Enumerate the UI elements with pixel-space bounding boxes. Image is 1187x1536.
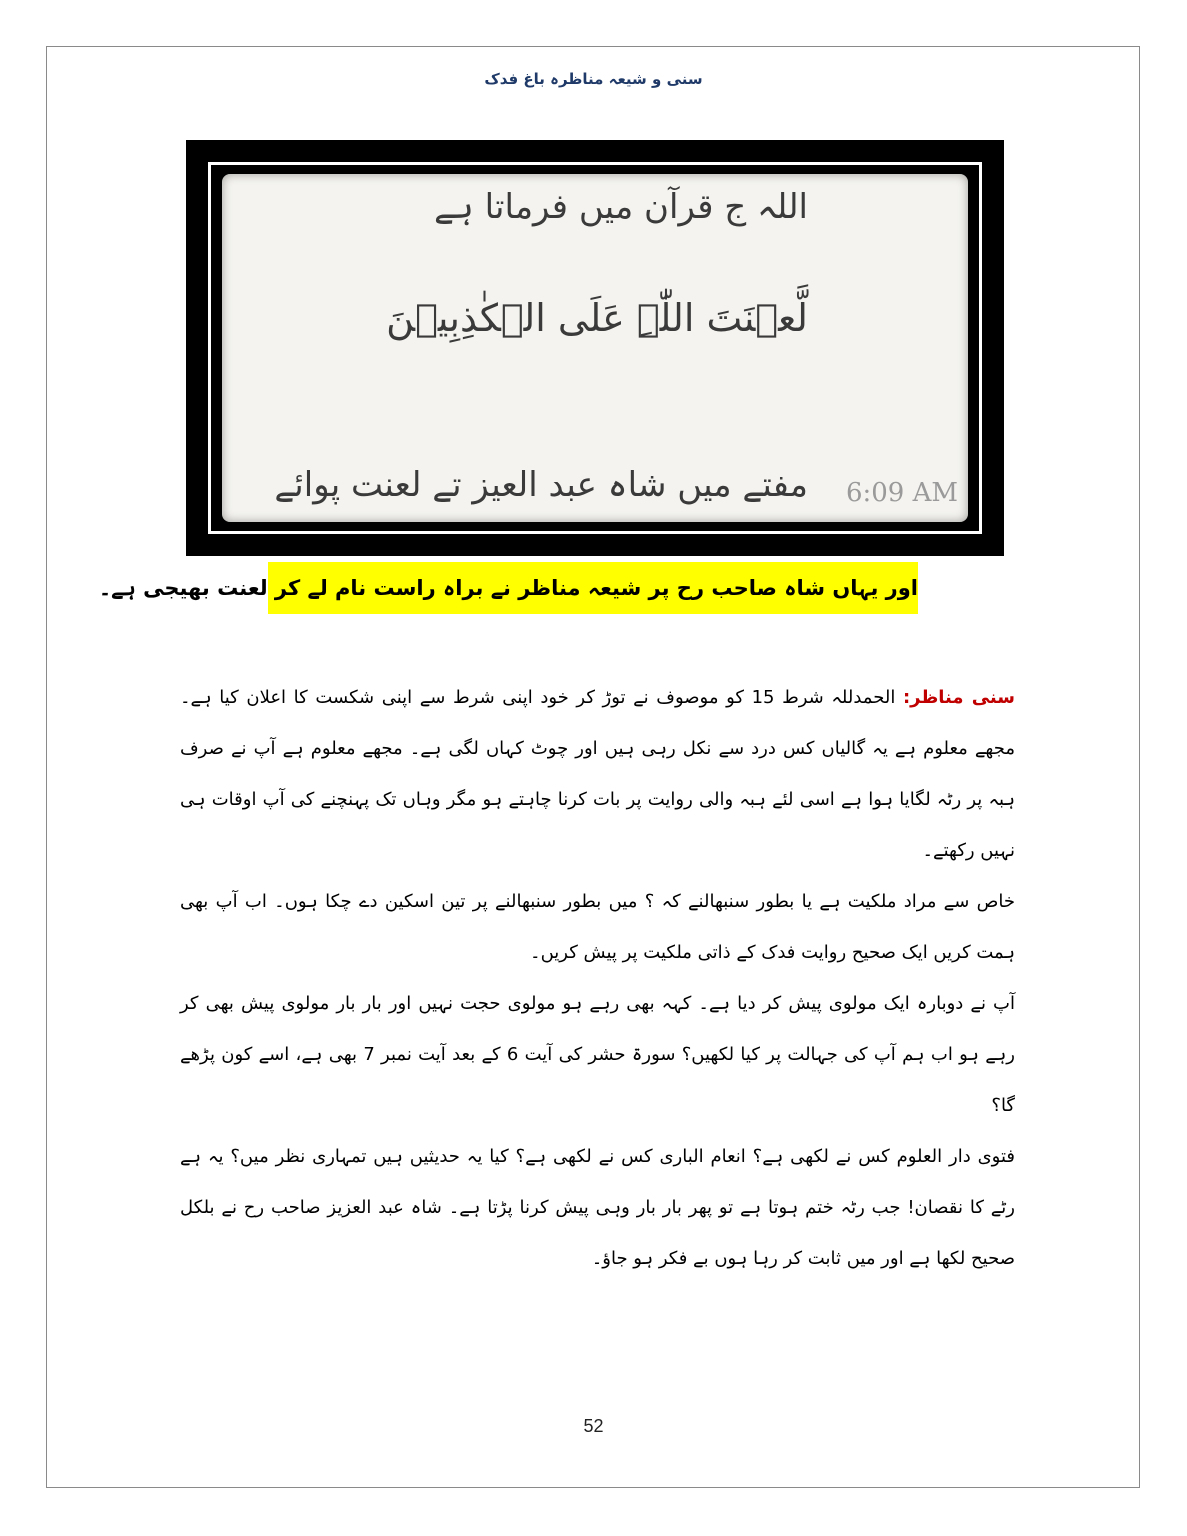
page-header-title: سنی و شیعہ مناظرہ باغ فدک	[484, 70, 703, 88]
page-number: 52	[583, 1416, 604, 1436]
quote-line-3: مفتے میں شاہ عبد العیز تے لعنت پوائے	[274, 465, 808, 505]
quote-line-2-arabic-verse: لَّعۡنَتَ اللّٰہِ عَلَی الۡکٰذِبِیۡنَ	[386, 296, 808, 340]
body-text	[180, 672, 1015, 1284]
quote-image	[222, 174, 968, 522]
paragraph-4: فتوی دار العلوم کس نے لکھی ہے؟ انعام الباری کس نے لکھی ہے؟ کیا یہ حدیثیں ہیں تمہاری نظر میں؟ یہ ہے رٹے کا نقصان! جب رٹہ ختم ہوتا ہے تو پھر بار بار وہی پیش کرنا پڑتا ہے۔ شاہ عبد العزیز صاحب رح نے بلکل صحیح لکھا ہے اور میں ثابت کر رہا ہوں بے فکر ہو جاؤ۔	[180, 1146, 1015, 1269]
quote-image-frame	[186, 140, 1004, 556]
quote-line-1: اللہ ج قرآن میں فرماتا ہے	[434, 187, 808, 227]
paragraph-1	[180, 672, 1015, 876]
highlighted-caption: اور یہاں شاہ صاحب رح پر شیعہ مناظر نے براہ راست نام لے کر لعنت بھیجی ہے۔	[268, 562, 918, 614]
quote-timestamp: 6:09 AM	[845, 478, 958, 508]
paragraph-1-text: الحمدللہ شرط 15 کو موصوف نے توڑ کر خود اپنی شرط سے اپنی شکست کا اعلان کیا ہے۔ مجھے معلوم ہے یہ گالیاں کس درد سے نکل رہی ہیں اور چوٹ کہاں لگی ہے۔ مجھے معلوم ہے آپ نے صرف ہبہ پر رٹہ لگایا ہوا ہے اسی لئے ہبہ والی روایت پر بات کرنا چاہتے ہو مگر وہاں تک پہنچنے کی آپ اوقات ہی نہیں رکھتے۔	[180, 687, 1015, 861]
paragraph-3: آپ نے دوبارہ ایک مولوی پیش کر دیا ہے۔ کہہ بھی رہے ہو مولوی حجت نہیں اور بار بار مولوی پیش بھی کر رہے ہو اب ہم آپ کی جہالت پر کیا لکھیں؟ سورۃ حشر کی آیت 6 کے بعد آیت نمبر 7 بھی ہے، اسے کون پڑھے گا؟	[180, 993, 1016, 1116]
paragraph-2: خاص سے مراد ملکیت ہے یا بطور سنبھالنے کہ ؟ میں بطور سنبھالنے پر تین اسکین دے چکا ہوں۔ اب آپ بھی ہمت کریں ایک صحیح روایت فدک کے ذاتی ملکیت پر پیش کریں۔	[180, 891, 1015, 963]
speaker-label: سنی مناظر:	[902, 687, 1015, 708]
